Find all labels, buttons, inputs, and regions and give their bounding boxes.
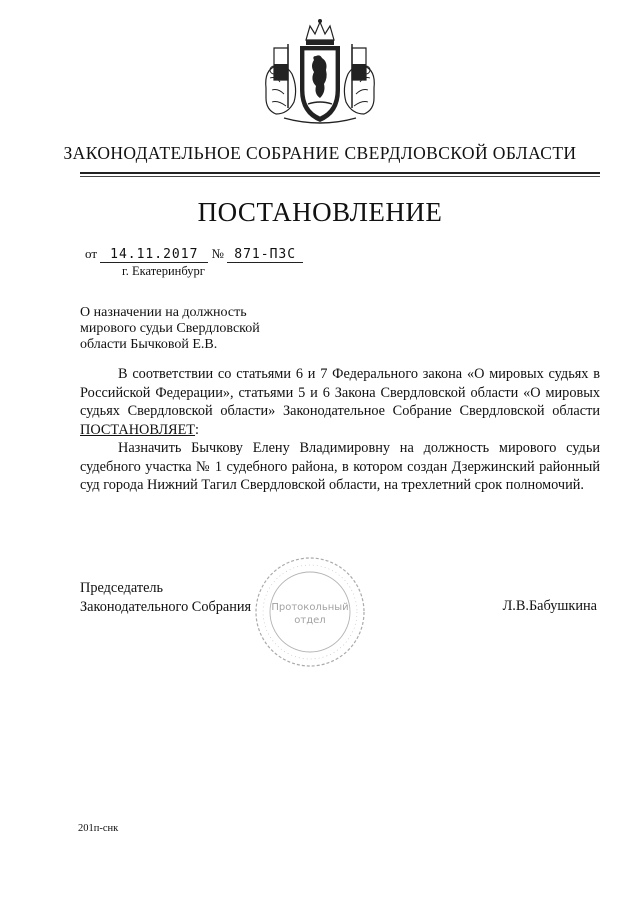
preamble-colon: :	[195, 421, 200, 438]
document-title: ПОСТАНОВЛЕНИЕ	[197, 197, 443, 227]
header-divider-thick	[80, 172, 600, 174]
official-seal-stamp	[254, 556, 366, 668]
stamp-text-line2: отдел	[294, 615, 326, 626]
stamp-text-line1: Протокольный	[271, 602, 349, 613]
signer-title-line: Председатель	[80, 580, 164, 596]
signer-position	[80, 579, 251, 617]
document-subject	[80, 305, 340, 353]
header-divider-thin	[80, 176, 600, 177]
number-prefix: №	[211, 246, 224, 261]
body-paragraph-resolution: Назначить Бычкову Елену Владимировну на должность мирового судьи судебного участка № 1 судебного района, в котором создан Дзержинский районный суд города Нижний Тагил Свердловской области, на трехлетний срок полномочий.	[80, 440, 600, 493]
subject-line: мирового судьи Свердловской	[80, 321, 260, 336]
footer-code: 201п-снк	[78, 823, 119, 834]
subject-line: О назначении на должность	[80, 305, 247, 320]
document-date: 14.11.2017	[100, 247, 208, 263]
resolves-keyword: ПОСТАНОВЛЯЕТ	[80, 421, 196, 438]
subject-line: области Бычковой Е.В.	[80, 337, 218, 352]
date-number-line	[85, 246, 303, 263]
signer-name: Л.В.Бабушкина	[502, 598, 597, 614]
coat-of-arms-emblem	[258, 18, 382, 128]
date-prefix: от	[85, 246, 98, 261]
document-number: 871-ПЗС	[227, 247, 303, 263]
preamble-text: В соответствии со статьями 6 и 7 Федерального закона «О мировых судьях в Российской Федерации», статьями 5 и 6 Закона Свердловской области «О мировых судьях Свердловской области» Законодательное Собрание Свердловской области	[80, 366, 600, 419]
body-paragraph-preamble	[80, 365, 600, 439]
city-name: г. Екатеринбург	[122, 264, 205, 278]
signer-title-line: Законодательного Собрания	[80, 599, 252, 615]
organization-name: ЗАКОНОДАТЕЛЬНОЕ СОБРАНИЕ СВЕРДЛОВСКОЙ ОБЛАСТИ	[63, 143, 577, 163]
